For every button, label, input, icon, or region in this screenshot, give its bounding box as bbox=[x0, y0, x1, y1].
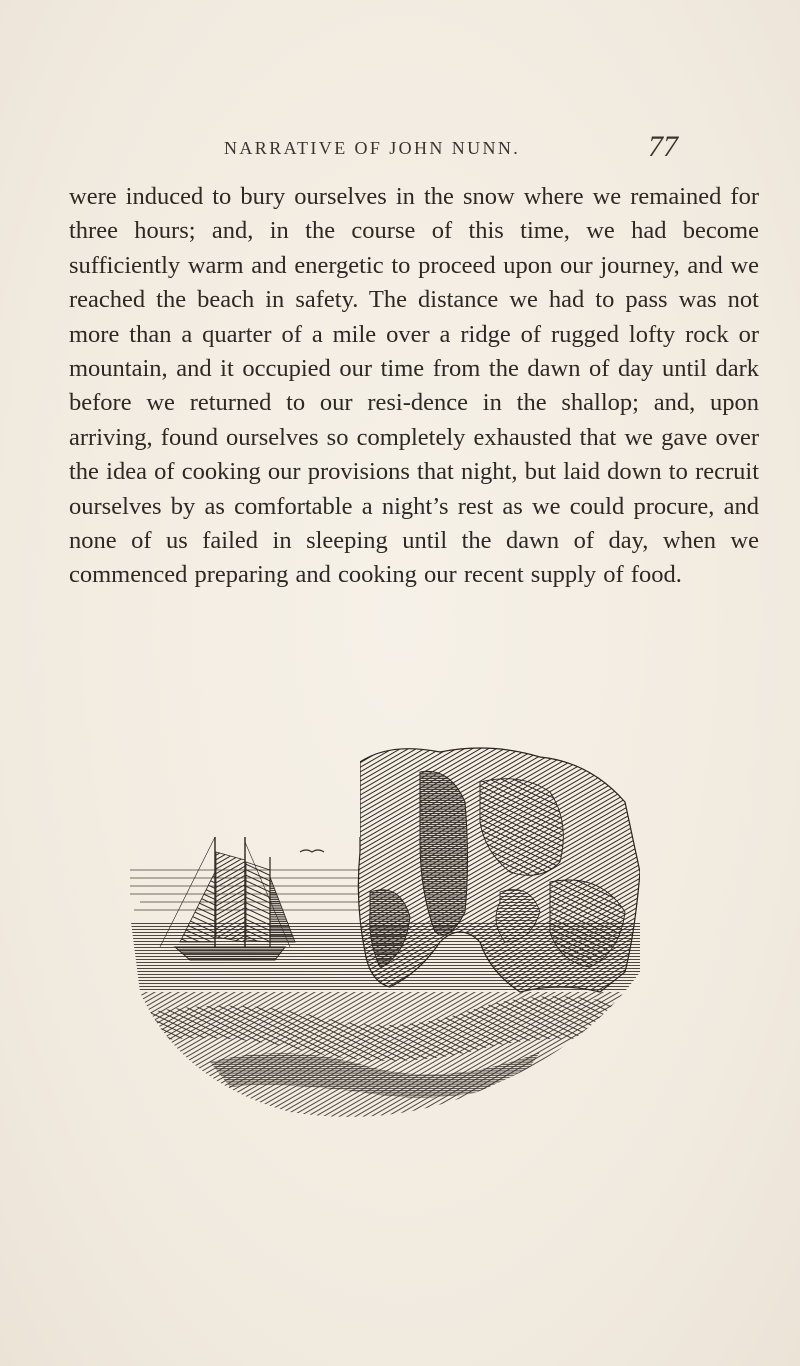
running-title: NARRATIVE OF JOHN NUNN. bbox=[224, 138, 521, 158]
rock-cliff bbox=[358, 748, 640, 992]
page-number: 77 bbox=[648, 130, 678, 163]
birds bbox=[285, 812, 324, 853]
running-head bbox=[0, 132, 800, 172]
body-paragraph: were induced to bury ourselves in the snow where we remained for three hours; and, in the course of this time, we had become sufficiently warm and energetic to proceed upon our journey, and we reached the beach in safety. The distance we had to pass was not more than a quarter of a mile over a ridge of rugged lofty rock or mountain, and it occupied our time from the dawn of day until dark before we returned to our resi-dence in the shallop; and, upon arriving, found ourselves so completely exhausted that we gave over the idea of cooking our provisions that night, but laid down to recruit ourselves by as comfortable a night’s rest as we could procure, and none of us failed in sleeping until the dawn of day, when we commenced preparing and cooking our recent supply of food. bbox=[69, 183, 759, 589]
engraving-ship-and-rocks bbox=[120, 742, 650, 1130]
